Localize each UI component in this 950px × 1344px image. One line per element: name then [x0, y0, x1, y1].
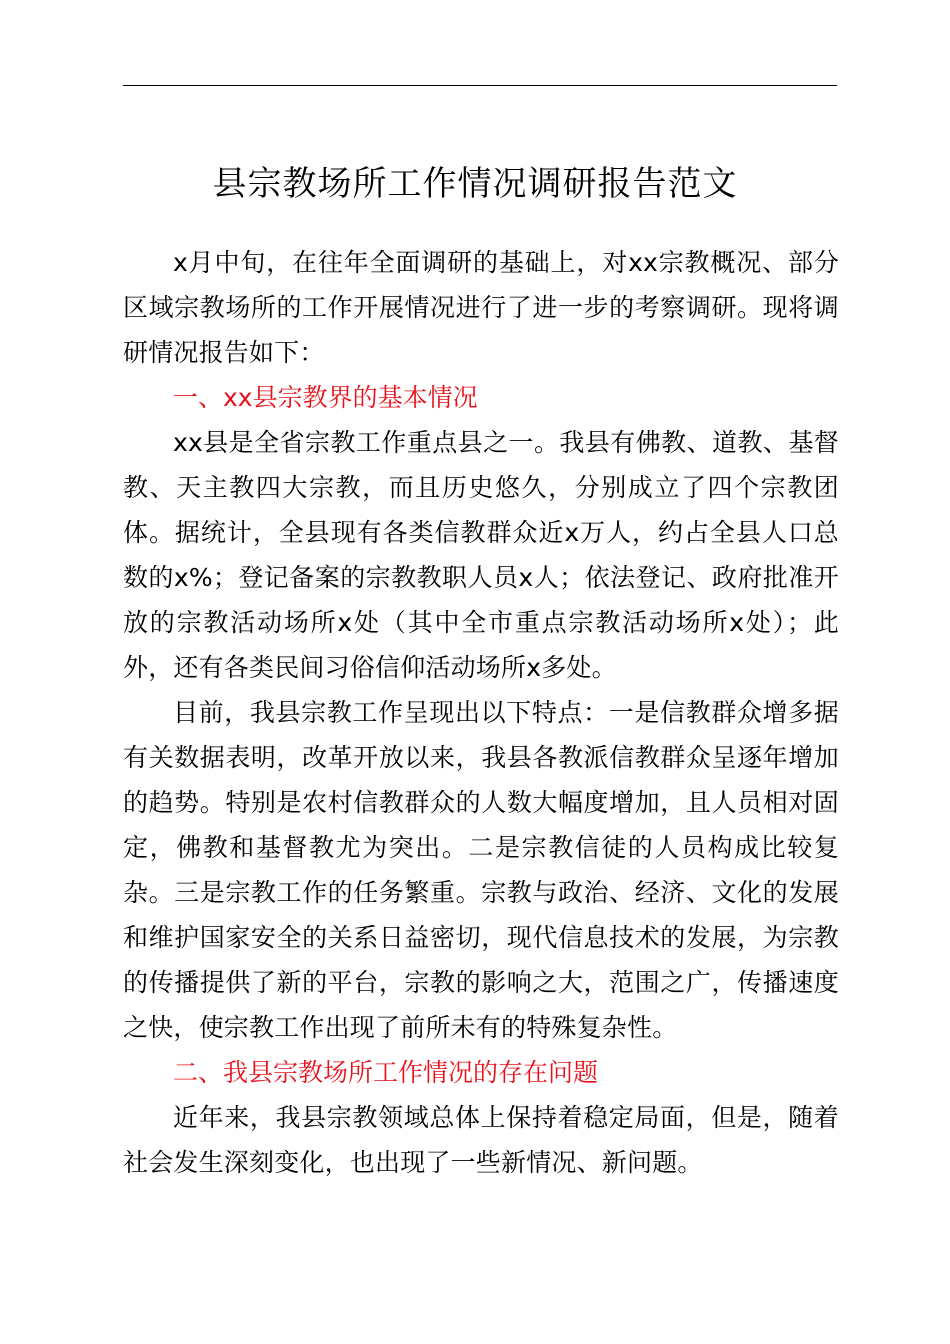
section2-paragraph-1: 近年来，我县宗教领域总体上保持着稳定局面，但是，随着社会发生深刻变化，也出现了一些新情况、新问题。	[123, 1103, 839, 1177]
section1-paragraph-2: 目前，我县宗教工作呈现出以下特点：一是信教群众增多据有关数据表明，改革开放以来，我县各教派信教群众呈逐年增加的趋势。特别是农村信教群众的人数大幅度增加，且人员相对固定，佛教和基督教尤为突出。二是宗教信徒的人员构成比较复杂。三是宗教工作的任务繁重。宗教与政治、经济、文化的发展和维护国家安全的关系日益密切，现代信息技术的发展，为宗教的传播提供了新的平台，宗教的影响之大，范围之广，传播速度之快，使宗教工作出现了前所未有的特殊复杂性。	[123, 698, 839, 1042]
section-heading-1: 一、xx县宗教界的基本情况	[173, 383, 478, 412]
section1-paragraph-1: xx县是全省宗教工作重点县之一。我县有佛教、道教、基督教、天主教四大宗教，而且历史悠久，分别成立了四个宗教团体。据统计，全县现有各类信教群众近x万人，约占全县人口总数的x%；登记备案的宗教教职人员x人；依法登记、政府批准开放的宗教活动场所x处（其中全市重点宗教活动场所x处）；此外，还有各类民间习俗信仰活动场所x多处。	[123, 428, 839, 682]
document-body	[123, 240, 839, 1185]
intro-paragraph: x月中旬，在往年全面调研的基础上，对xx宗教概况、部分区域宗教场所的工作开展情况进行了进一步的考察调研。现将调研情况报告如下：	[123, 248, 839, 367]
section-heading-2: 二、我县宗教场所工作情况的存在问题	[173, 1058, 599, 1087]
header-rule	[123, 85, 837, 86]
document-title: 县宗教场所工作情况调研报告范文	[212, 164, 738, 204]
